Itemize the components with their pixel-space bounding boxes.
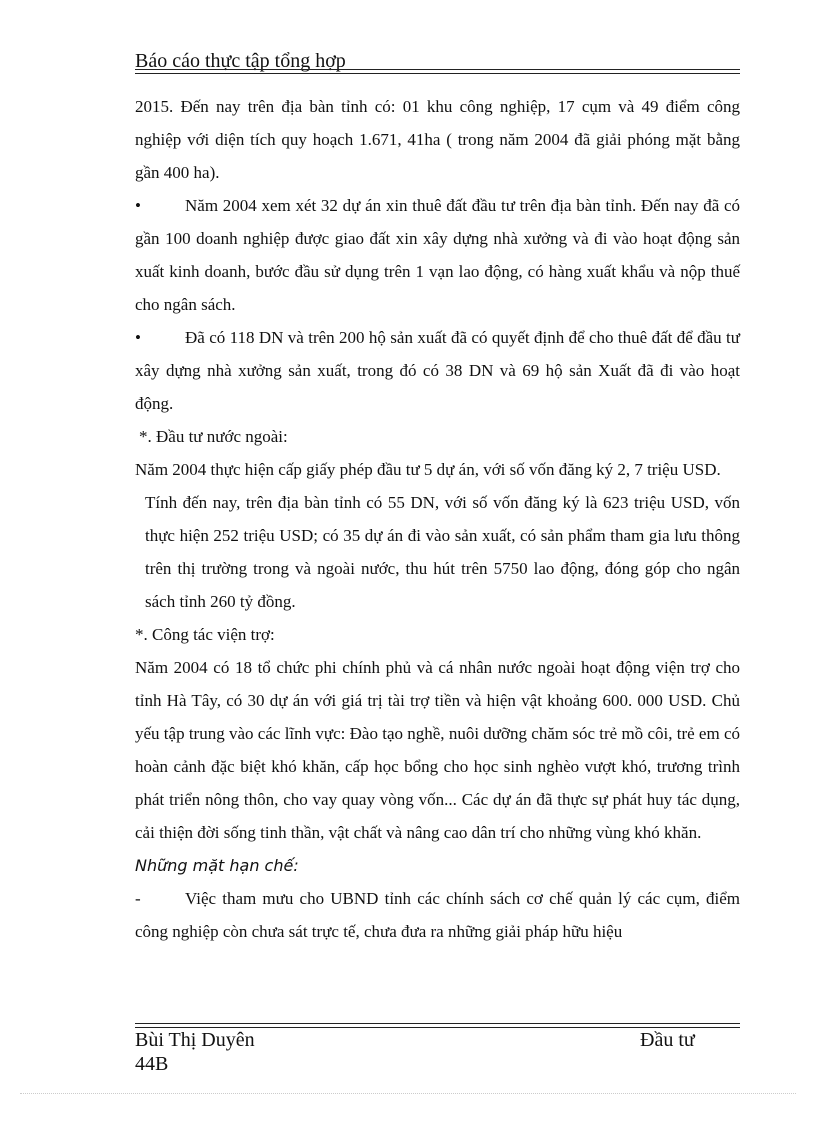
dash-marker: - <box>135 889 141 908</box>
footer-department: Đầu tư <box>640 1029 695 1051</box>
section-heading: *. Công tác viện trợ: <box>135 625 275 644</box>
footer-class-code: 44B <box>135 1053 169 1075</box>
bullet-marker: • <box>135 196 141 215</box>
page-boundary <box>20 1093 796 1094</box>
paragraph: Tính đến nay, trên địa bàn tỉnh có 55 DN, với số vốn đăng ký là 623 triệu USD, vốn thực hiện 252 triệu USD; có 35 dự án đi vào sản xuất, có sản phẩm tham gia lưu thông trên thị trường trong và ngoài nước, thu hút trên 5750 lao động, đóng góp cho ngân sách tỉnh 260 tỷ đồng. <box>145 493 740 611</box>
bullet-text: Đã có 118 DN và trên 200 hộ sản xuất đã có quyết định để cho thuê đất để đầu tư xây dựng nhà xưởng sản xuất, trong đó có 38 DN và 69 hộ sản Xuất đã đi vào hoạt động. <box>135 328 740 413</box>
dash-item <box>135 882 740 948</box>
section-heading: *. Đầu tư nước ngoài: <box>139 427 288 446</box>
italic-heading: Những mặt hạn chế: <box>135 856 299 875</box>
footer-author-block <box>135 1028 255 1076</box>
header-rule-secondary <box>135 73 740 74</box>
page-header-title: Báo cáo thực tập tổng hợp <box>135 50 346 72</box>
footer-rule <box>135 1023 740 1024</box>
bullet-item <box>135 189 740 321</box>
document-body <box>135 90 740 948</box>
footer-author: Bùi Thị Duyên <box>135 1029 255 1051</box>
dash-text: Việc tham mưu cho UBND tỉnh các chính sách cơ chế quản lý các cụm, điểm công nghiệp còn chưa sát trực tế, chưa đưa ra những giải pháp hữu hiệu <box>135 889 740 941</box>
paragraph: Năm 2004 có 18 tổ chức phi chính phủ và cá nhân nước ngoài hoạt động viện trợ cho tỉnh Hà Tây, có 30 dự án với giá trị tài trợ tiền và hiện vật khoảng 600. 000 USD. Chủ yếu tập trung vào các lĩnh vực: Đào tạo nghề, nuôi dưỡng chăm sóc trẻ mồ côi, trẻ em có hoàn cảnh đặc biệt khó khăn, cấp học bổng cho học sinh nghèo vượt khó, trương trình phát triển nông thôn, cho vay quay vòng vốn... Các dự án đã thực sự phát huy tác dụng, cải thiện đời sống tinh thần, vật chất và nâng cao dân trí cho những vùng khó khăn. <box>135 658 740 842</box>
bullet-text: Năm 2004 xem xét 32 dự án xin thuê đất đầu tư trên địa bàn tỉnh. Đến nay đã có gần 100 doanh nghiệp được giao đất xin xây dựng nhà xưởng và đi vào hoạt động sản xuất kinh doanh, bước đầu sử dụng trên 1 vạn lao động, có hàng xuất khẩu và nộp thuế cho ngân sách. <box>135 196 740 314</box>
header-rule <box>135 69 740 70</box>
paragraph: 2015. Đến nay trên địa bàn tỉnh có: 01 khu công nghiệp, 17 cụm và 49 điểm công nghiệp với diện tích quy hoạch 1.671, 41ha ( trong năm 2004 đã giải phóng mặt bằng gần 400 ha). <box>135 97 740 182</box>
paragraph: Năm 2004 thực hiện cấp giấy phép đầu tư 5 dự án, với số vốn đăng ký 2, 7 triệu USD. <box>135 460 721 479</box>
bullet-marker: • <box>135 328 141 347</box>
bullet-item <box>135 321 740 420</box>
